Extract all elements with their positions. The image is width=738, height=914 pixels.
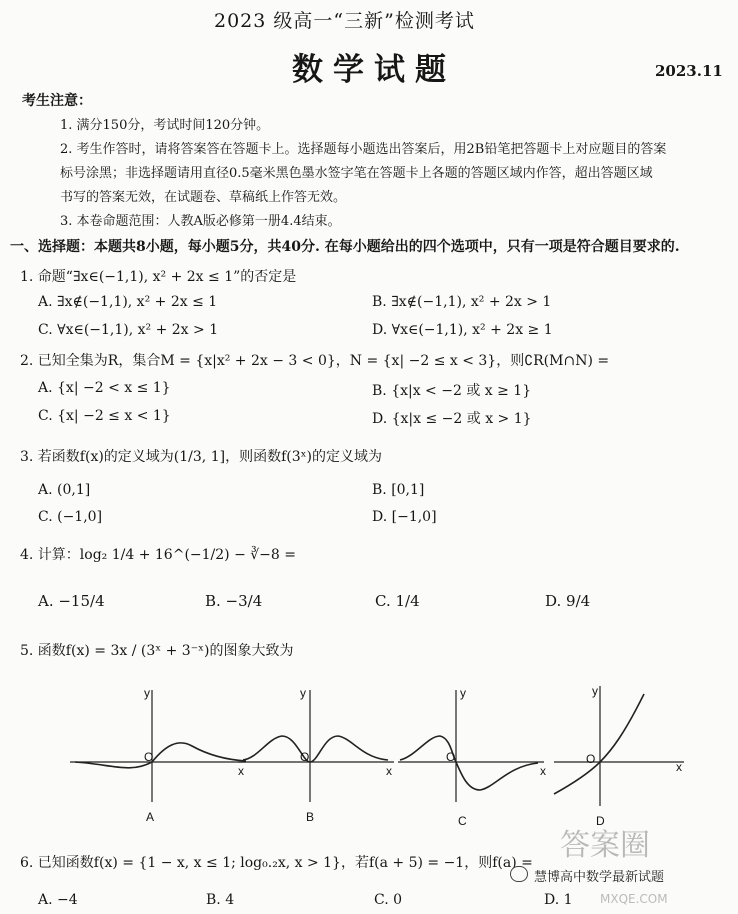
question-3-option-d: D. [−1,0] [372,509,437,525]
question-2-stem: 2. 已知全集为R，集合M = {x|x² + 2x − 3 < 0}，N = {x| −2 ≤ x < 3}，则∁R(M∩N) = [20,353,610,369]
notice-item-2-end: 书写的答案无效，在试题卷、草稿纸上作答无效。 [60,190,347,205]
graph-d-label: D [596,814,605,828]
graph-b-label: B [306,810,315,824]
graph-a [70,686,250,804]
question-2-option-c: C. {x| −2 ≤ x < 1} [38,408,171,424]
watermark-caption: 慧博高中数学最新试题 [534,870,665,885]
notice-item-3: 3. 本卷命题范围：人教A版必修第一册4.4结束。 [60,214,341,229]
question-5-stem: 5. 函数f(x) = 3x / (3ˣ + 3⁻ˣ)的图象大致为 [20,643,294,659]
question-6-option-c: C. 0 [374,892,403,908]
graph-a-x-label: x [238,764,244,778]
question-2-option-b: B. {x|x < −2 或 x ≥ 1} [372,383,532,399]
graph-d-origin-label: O [586,752,596,766]
question-3-stem: 3. 若函数f(x)的定义域为(1/3, 1]，则函数f(3ˣ)的定义域为 [20,449,383,465]
exam-date: 2023.11 [655,62,723,80]
question-1-stem: 1. 命题“∃x∈(−1,1), x² + 2x ≤ 1”的否定是 [20,269,297,285]
graph-a-origin-label: O [144,750,154,764]
graph-c-x-label: x [540,764,546,778]
graph-c-label: C [458,814,467,828]
graph-b-x-label: x [386,764,392,778]
question-4-option-d: D. 9/4 [545,592,591,610]
question-1-option-a: A. ∃x∉(−1,1), x² + 2x ≤ 1 [38,294,218,310]
question-6-option-b: B. 4 [206,892,235,908]
wechat-icon [510,866,528,882]
question-1-option-b: B. ∃x∉(−1,1), x² + 2x > 1 [372,294,552,310]
question-3-option-c: C. (−1,0] [38,509,103,525]
notice-heading: 考生注意： [22,93,92,109]
graph-b-origin-label: O [300,750,310,764]
graph-b [238,686,398,804]
question-1-option-d: D. ∀x∈(−1,1), x² + 2x ≥ 1 [372,322,553,338]
notice-item-1: 1. 满分150分，考试时间120分钟。 [60,118,270,133]
section-heading: 一、选择题：本题共8小题，每小题5分，共40分. 在每小题给出的四个选项中，只有一项是符合题目要求的. [10,239,680,255]
question-2-option-d: D. {x|x ≤ −2 或 x > 1} [372,411,532,427]
question-4-stem: 4. 计算：log₂ 1/4 + 16^(−1/2) − ∛−8 = [20,547,297,563]
question-6-option-d: D. 1 [544,892,573,908]
graph-c [398,686,548,804]
graph-a-label: A [146,810,155,824]
graph-a-y-label: y [144,686,150,700]
watermark-site: MXQE.COM [600,892,668,906]
subject-title: 数学试题 [292,52,456,88]
question-1-option-c: C. ∀x∈(−1,1), x² + 2x > 1 [38,322,219,338]
question-6-option-a: A. −4 [38,892,78,908]
question-4-option-b: B. −3/4 [205,592,263,610]
question-3-option-a: A. (0,1] [38,482,91,498]
watermark-logo: 答案圈 [560,828,650,863]
graph-b-y-label: y [300,686,306,700]
graph-d-y-label: y [592,684,598,698]
exam-name: 2023 级高一“三新”检测考试 [214,10,475,32]
graph-c-origin-label: O [446,750,456,764]
graph-c-y-label: y [460,686,466,700]
question-4-option-c: C. 1/4 [375,592,420,610]
graph-d [552,682,688,808]
question-2-option-a: A. {x| −2 < x ≤ 1} [38,380,171,396]
notice-item-2: 2. 考生作答时，请将答案答在答题卡上。选择题每小题选出答案后，用2B铅笔把答题卡上对应题目的答案 [60,142,667,157]
question-3-option-b: B. [0,1] [372,482,425,498]
question-6-stem: 6. 已知函数f(x) = {1 − x, x ≤ 1; log₀.₂x, x > 1}，若f(a + 5) = −1，则f(a) = [20,855,533,871]
notice-item-2-cont: 标号涂黑；非选择题请用直径0.5毫米黑色墨水签字笔在答题卡上各题的答题区域内作答，超出答题区域 [60,166,653,181]
graph-d-x-label: x [676,760,682,774]
question-4-option-a: A. −15/4 [38,592,105,610]
